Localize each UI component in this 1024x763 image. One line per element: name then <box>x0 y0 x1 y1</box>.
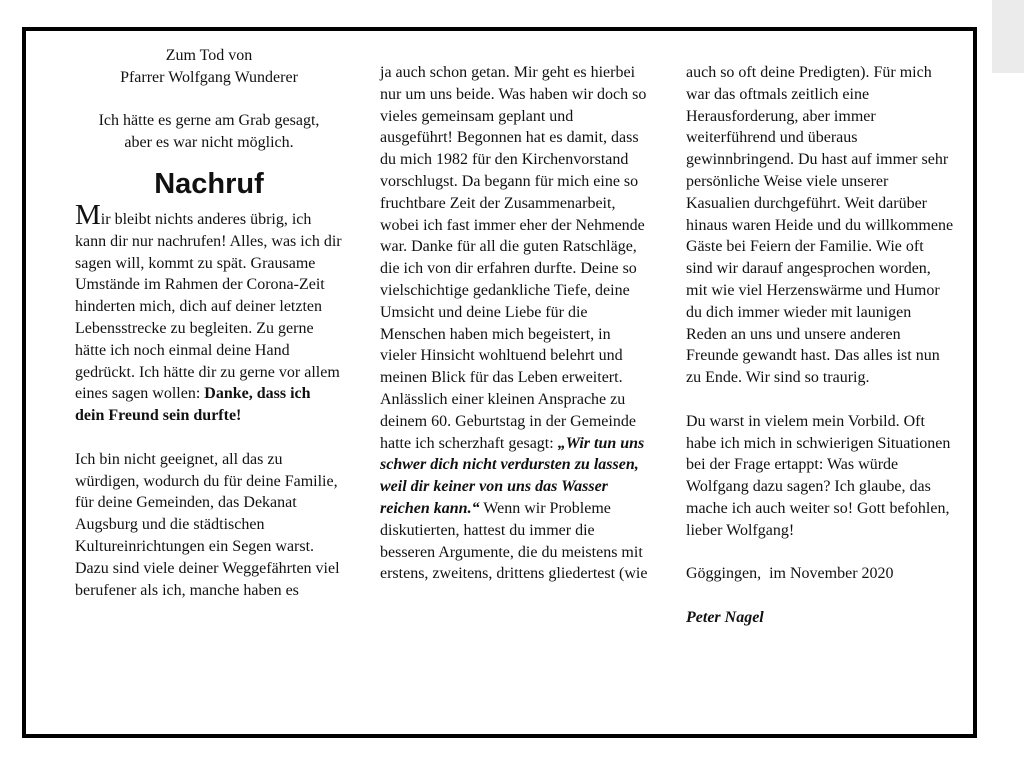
obituary-title: Nachruf <box>154 167 264 200</box>
header-line: Ich hätte es gerne am Grab gesagt, <box>98 112 320 130</box>
place-date: Göggingen, im November 2020 <box>686 565 894 583</box>
paragraph: Ich bin nicht geeignet, all das zu würdigen, wodurch du für deine Familie, für deine Gemeinden, das Dekanat Augsburg und die städtischen Kultureinrichtungen ein Segen warst. Dazu sind viele deiner Weggefährten viel berufener als ich, manche haben es <box>75 450 340 599</box>
column-3 <box>686 62 954 629</box>
quote: „Wir tun uns schwer dich nicht verdursten zu lassen, weil dir keiner von uns das Wasser reichen kann.“ <box>380 434 645 517</box>
drop-cap: M <box>75 198 101 231</box>
paragraph-text: ir bleibt nichts anderes übrig, ich kann dir nur nachrufen! Alles, was ich dir sagen will, kommt zu spät. Grausame Umstände im Rahmen der Corona-Zeit hinderten mich, dich auf deiner letzten Lebensstrecke zu begleiten. Zu gerne hätte ich noch einmal deine Hand gedrückt. Ich hätte dir zu gerne vor allem eines sagen wollen: <box>75 210 342 403</box>
column-1 <box>75 45 343 601</box>
paragraph: auch so oft deine Predigten). Für mich war das oftmals zeitlich eine Herausforderung, aber immer weiterführend und überaus gewinnbringend. Du hast auf immer sehr persönliche Weise viele unserer Kasualien durchgeführt. Weit darüber hinaus waren Heide und du willkommene Gäste bei Feiern der Familie. Wie oft sind wir darauf angesprochen worden, mit wie viel Herzenswärme und Humor du dich immer wieder mit launigen Reden an uns und unsere anderen Freunde gewandt hast. Das alles ist nun zu Ende. Wir sind so traurig. <box>686 64 954 387</box>
paragraph-text: Wenn wir Probleme diskutierten, hattest du immer die besseren Argumente, die du meistens mit erstens, zweitens, drittens gliedertest (wie <box>380 499 648 583</box>
side-scroll-tab <box>992 0 1024 73</box>
header-line: Zum Tod von <box>165 47 253 64</box>
paragraph <box>380 62 650 585</box>
paragraph-text: ja auch schon getan. Mir geht es hierbei nur um uns beide. Was haben wir doch so vieles gemeinsam geplant und ausgeführt! Begonnen hat es damit, dass du mich 1982 für den Kirchenvorstand vorschlugst. Da begann für mich eine so fruchtbare Zeit der Zusammenarbeit, wobei ich fast immer eher der Nehmende war. Danke für all die guten Ratschläge, die ich von dir erfahren durfte. Deine so vielschichtige gedankliche Tiefe, deine Umsicht und deine Liebe für die Menschen haben mich begeistert, in vieler Hinsicht wohltuend belehrt und meinen Blick für das Leben erweitert. Anlässlich einer kleinen Ansprache zu deinem 60. Geburtstag in der Gemeinde hatte ich scherzhaft gesagt: <box>380 64 647 452</box>
paragraph-bold: Danke, dass ich dein Freund sein durfte! <box>75 385 311 425</box>
paragraph: Du warst in vielem mein Vorbild. Oft habe ich mich in schwierigen Situationen bei der Frage ertappt: Was würde Wolfgang dazu sagen? Ich glaube, das mache ich auch weiter so! Gott befohlen, lieber Wolfgang! <box>686 412 951 539</box>
obituary-frame <box>22 27 977 738</box>
paragraph <box>75 198 343 427</box>
header-line: aber es war nicht möglich. <box>124 134 294 152</box>
header-line: Pfarrer Wolfgang Wunderer <box>120 68 298 86</box>
signature: Peter Nagel <box>686 608 764 626</box>
column-2 <box>380 62 650 585</box>
